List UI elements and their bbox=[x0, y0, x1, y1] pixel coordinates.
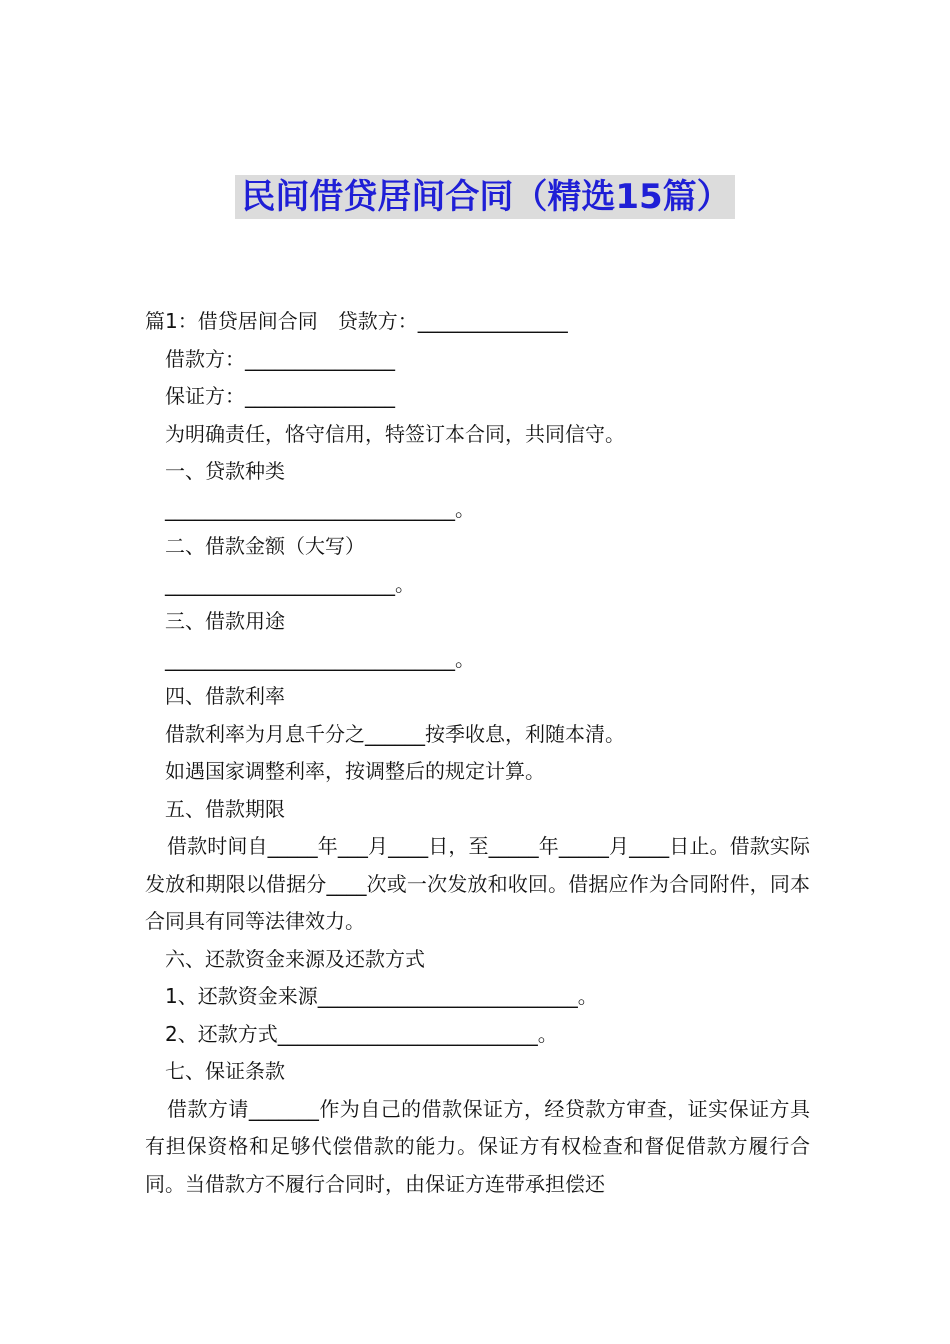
line-rate-adjust: 如遇国家调整利率，按调整后的规定计算。 bbox=[165, 759, 545, 783]
line-guarantor: 保证方：_______________ bbox=[165, 384, 395, 408]
document-body bbox=[145, 303, 810, 1203]
section-heading-purpose: 三、借款用途 bbox=[165, 609, 285, 633]
blank-amount: _______________________。 bbox=[165, 571, 415, 596]
document-title: 民间借贷居间合同（精选15篇） bbox=[235, 175, 734, 219]
blank-purpose: _____________________________。 bbox=[165, 646, 475, 671]
section-heading-guarantee: 七、保证条款 bbox=[165, 1059, 285, 1083]
line-repayment-source: 1、还款资金来源__________________________。 bbox=[165, 984, 598, 1008]
paragraph-guarantee: 借款方请_______作为自己的借款保证方，经贷款方审查，证实保证方具有担保资格和足够代偿借款的能力。保证方有权检查和督促借款方履行合同。当借款方不履行合同时，由保证方连带承担偿还 bbox=[145, 1096, 810, 1196]
section-heading-loan-type: 一、贷款种类 bbox=[165, 459, 285, 483]
section-heading-amount: 二、借款金额（大写） bbox=[165, 534, 365, 558]
section-heading-rate: 四、借款利率 bbox=[165, 684, 285, 708]
line-repayment-method: 2、还款方式__________________________。 bbox=[165, 1021, 558, 1046]
line-chapter-heading: 篇1：借贷居间合同 贷款方：_______________ bbox=[145, 309, 568, 333]
section-heading-term: 五、借款期限 bbox=[165, 796, 285, 821]
section-heading-repayment: 六、还款资金来源及还款方式 bbox=[165, 946, 425, 971]
line-rate-detail: 借款利率为月息千分之______按季收息，利随本清。 bbox=[165, 721, 625, 746]
line-borrower: 借款方：_______________ bbox=[165, 346, 395, 371]
blank-loan-type: _____________________________。 bbox=[165, 496, 475, 521]
line-preamble: 为明确责任，恪守信用，特签订本合同，共同信守。 bbox=[165, 421, 625, 446]
title-container bbox=[0, 175, 950, 219]
paragraph-term: 借款时间自_____年___月____日，至_____年_____月____日止。借款实际发放和期限以借据分____次或一次发放和收回。借据应作为合同附件，同本合同具有同等法律效力。 bbox=[145, 834, 810, 933]
